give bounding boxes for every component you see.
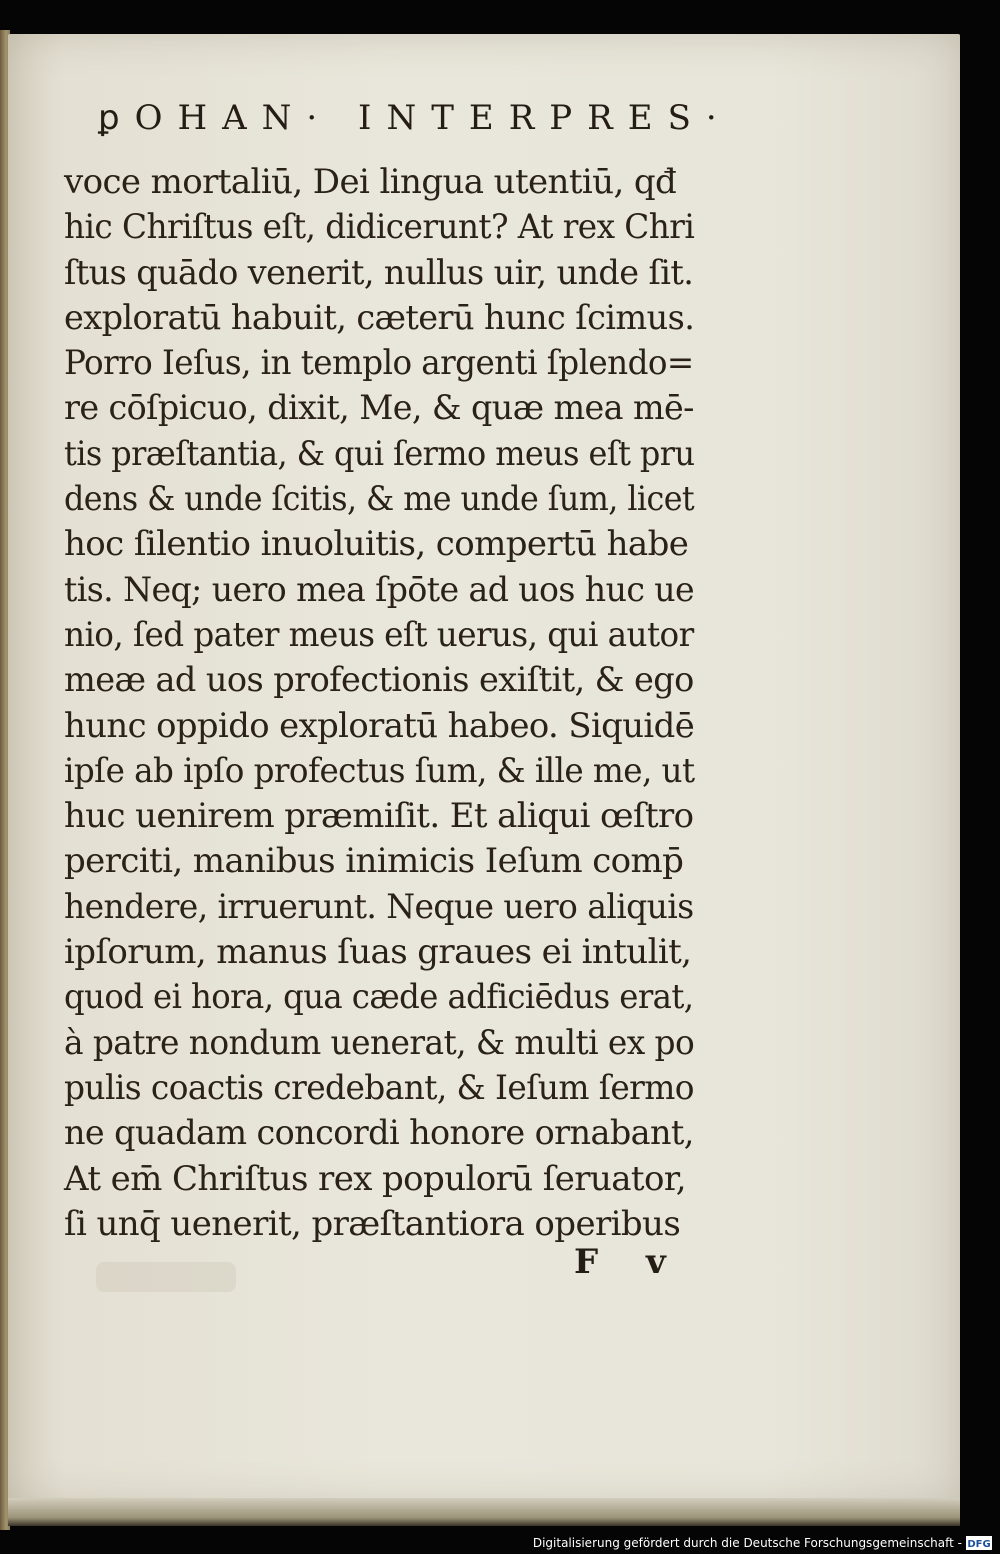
page-bottom-edge (8, 1498, 960, 1526)
dfg-logo (966, 1536, 992, 1550)
ink-show-through (96, 1262, 236, 1292)
text-line: huc uenirem præmiſit. Et aliqui œſtro (64, 796, 694, 837)
text-line: ipſe ab ipſo profectus ſum, & ille me, ut (64, 750, 695, 791)
running-head: ꝑOHAN· INTERPRES· (98, 98, 732, 138)
text-line: tis præſtantia, & qui ſermo meus eſt pru (64, 433, 695, 474)
text-line: quod ei hora, qua cæde adficiēdus erat, (64, 977, 694, 1018)
text-line: exploratū habuit, cæterū hunc ſcimus. (64, 297, 695, 338)
text-line: re cōſpicuo, dixit, Me, & quæ mea mē- (64, 388, 694, 429)
text-line: hunc oppido exploratū habeo. Siquidē (64, 705, 695, 746)
text-line: Porro Ieſus, in templo argenti ſplendo= (64, 343, 694, 384)
text-line: ipſorum, manus ſuas graues ei intulit, (64, 932, 692, 973)
text-line: ſi unq̄ uenerit, præſtantiora operibus (64, 1203, 681, 1244)
text-line: perciti, manibus inimicis Ieſum comp̄ (64, 841, 684, 882)
text-line: tis. Neq; uero mea ſpōte ad uos huc ue (64, 569, 695, 610)
text-line: hic Chriſtus eſt, didicerunt? At rex Chri (64, 207, 695, 248)
signature-mark: F v (574, 1242, 684, 1282)
text-line: voce mortaliū, Dei lingua utentiū, qđ (64, 162, 677, 202)
text-line: nio, ſed pater meus eſt uerus, qui autor (64, 614, 694, 655)
text-line: dens & unde ſcitis, & me unde ſum, licet (64, 479, 695, 520)
text-line: At em̄ Chriſtus rex populorū ſeruator, (64, 1158, 686, 1199)
body-text (64, 160, 704, 1247)
text-line: ne quadam concordi honore ornabant, (64, 1113, 694, 1154)
text-line: hoc ſilentio inuoluitis, compertū habe (64, 524, 689, 565)
funding-credit: Digitalisierung gefördert durch die Deutsche Forschungsgemeinschaft - (532, 1536, 962, 1550)
footer (533, 1536, 992, 1550)
text-line: pulis coactis credebant, & Ieſum ſermo (64, 1067, 694, 1108)
text-line: à patre nondum uenerat, & multi ex po (64, 1022, 695, 1063)
dfg-logo-text: DFG (967, 1539, 991, 1550)
text-line: meæ ad uos profectionis exiſtit, & ego (64, 660, 694, 701)
text-line: hendere, irruerunt. Neque uero aliquis (64, 886, 694, 927)
text-line: ſtus quādo venerit, nullus uir, unde ſit. (64, 252, 694, 293)
